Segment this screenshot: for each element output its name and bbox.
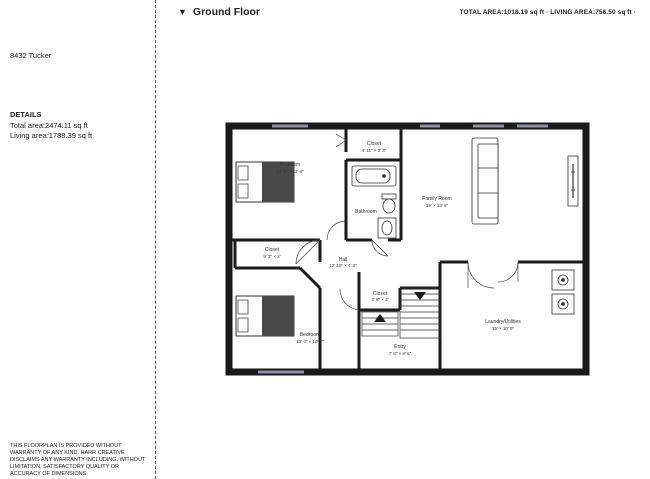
family-room-name: Family Room [422, 196, 452, 202]
closet3-name: Closet [372, 291, 388, 297]
closet3-dims: 3' 8" × 2' [371, 297, 389, 302]
bedroom1-dims: 12' 1" × 11' 6" [276, 169, 304, 174]
dryer-icon [552, 294, 574, 314]
sofa-icon [472, 138, 498, 224]
sink-icon [378, 218, 396, 238]
bed-icon-2 [236, 296, 294, 336]
hall-name: Hall [338, 257, 348, 263]
entry-dims: 7' 8" × 8' 5" [388, 351, 412, 356]
closet2-dims: 8' 2" × 2' [263, 254, 281, 259]
living-area-text: Living area:1788.39 sq ft [10, 131, 93, 140]
details-heading: DETAILS [10, 110, 42, 119]
collapse-triangle-icon: ▼ [178, 7, 187, 17]
closet1-name: Closet [366, 141, 382, 147]
bathtub-icon [352, 166, 396, 186]
bedroom2-dims: 13' 4" × 10' 7" [296, 339, 324, 344]
property-address: 8432 Tucker [10, 51, 52, 60]
total-area-label: TOTAL AREA:1018.19 sq ft [459, 9, 545, 16]
bathroom-name: Bathroom [355, 209, 377, 215]
trailing-dot: · [633, 9, 636, 16]
closet2-name: Closet [264, 247, 280, 253]
bedroom2-name: Bedroom [299, 332, 321, 338]
bedroom1-name: Bedroom [279, 162, 301, 168]
hall-dims: 12' 10" × 4' 3" [329, 263, 357, 268]
laundry-name: Laundry/Utilities [485, 319, 521, 325]
bed-icon [236, 162, 294, 202]
family-room-dims: 19' × 13' 9" [425, 203, 449, 208]
washer-icon [552, 270, 574, 290]
toilet-icon [382, 194, 396, 213]
tv-icon [568, 156, 578, 206]
total-area-text: Total area:2474.11 sq ft [10, 121, 88, 130]
closet1-dims: 4' 11" × 3' 3" [361, 148, 387, 153]
separator-dot: · [546, 9, 549, 16]
laundry-dims: 15' × 10' 9" [491, 326, 515, 331]
entry-name: Entry [394, 344, 406, 350]
disclaimer-text: THIS FLOORPLAN IS PROVIDED WITHOUT WARRANTY OF ANY KIND. HARR CREATIVE DISCLAIMS ANY WARRANTY INCLUDING, WITHOUT LIMITATION, SATISFACTORY QUALITY OR ACCURACY OF DIMENSIONS. [10, 443, 146, 477]
living-area-label: LIVING AREA:756.50 sq ft [550, 9, 632, 16]
floor-name: Ground Floor [192, 6, 260, 18]
